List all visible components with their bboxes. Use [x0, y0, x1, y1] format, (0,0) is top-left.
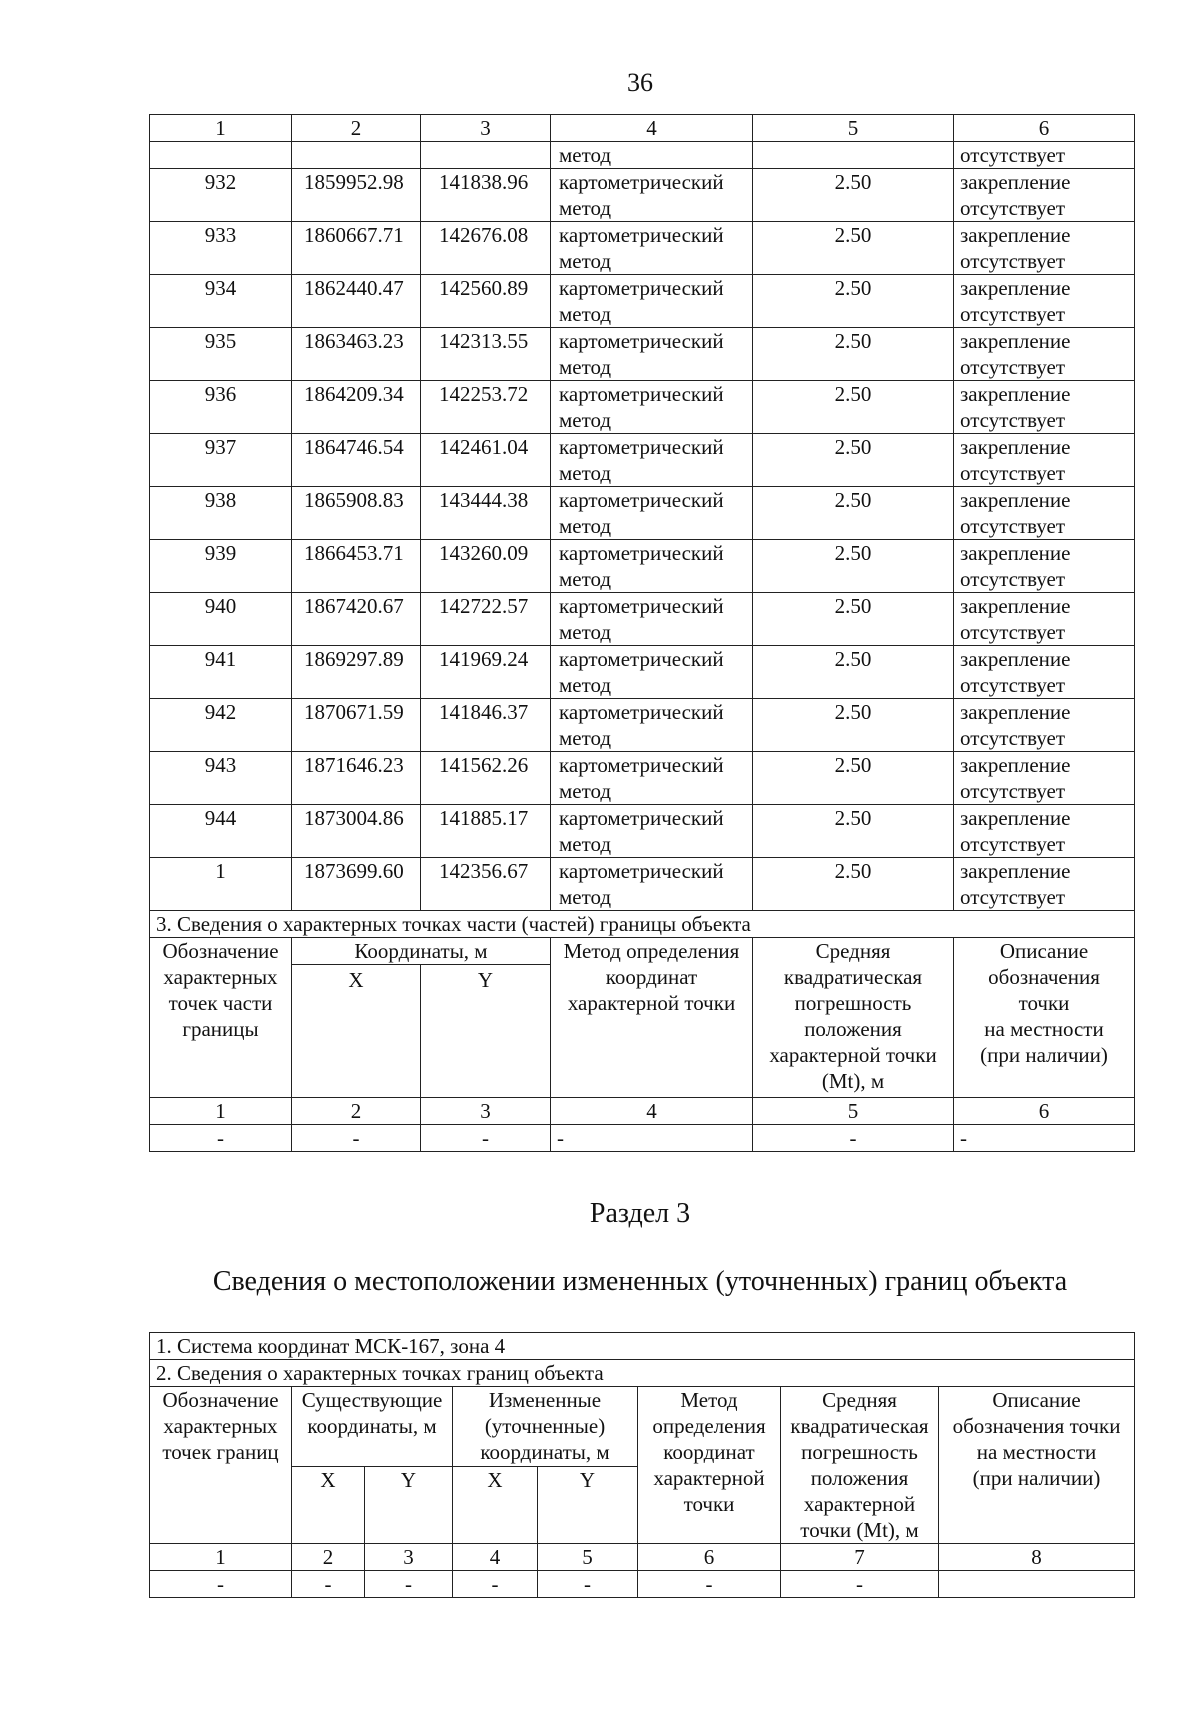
header-line: характерных — [163, 1414, 278, 1438]
x-coord-cell: 1867420.67 — [292, 593, 421, 646]
description-cell-line: закрепление — [960, 753, 1071, 777]
header-point — [150, 938, 292, 1098]
column-number: 8 — [939, 1544, 1135, 1571]
table-header-row — [150, 115, 1135, 142]
description-cell-line: отсутствует — [960, 302, 1066, 326]
method-cell-line: картометрический — [559, 488, 724, 512]
point-id-cell: 939 — [150, 540, 292, 593]
method-cell — [551, 275, 753, 328]
description-cell-line: отсутствует — [960, 885, 1066, 909]
x-coord-cell: 1870671.59 — [292, 699, 421, 752]
column-number: 3 — [421, 115, 551, 142]
point-id-cell: 934 — [150, 275, 292, 328]
error-cell: 2.50 — [753, 487, 954, 540]
method-cell — [551, 805, 753, 858]
header-line: определения — [652, 1414, 766, 1438]
dash-cell: - — [954, 1125, 1135, 1152]
column-number: 6 — [954, 1098, 1135, 1125]
table-row-continuation — [150, 142, 1135, 169]
header-line: погрешность — [794, 991, 912, 1015]
header-line: характерных — [163, 965, 278, 989]
method-cell-line: метод — [559, 355, 612, 379]
table-row — [150, 222, 1135, 275]
table-row — [150, 646, 1135, 699]
method-cell-line: метод — [559, 302, 612, 326]
header-description — [939, 1387, 1135, 1544]
header-error — [781, 1387, 939, 1544]
method-cell — [551, 593, 753, 646]
header-line: (при наличии) — [980, 1043, 1108, 1067]
header-line: положения — [810, 1466, 909, 1490]
y-coord-cell: 142722.57 — [421, 593, 551, 646]
x-coord-cell: 1873004.86 — [292, 805, 421, 858]
method-cell-line: метод — [559, 673, 612, 697]
y-coord-cell: 142313.55 — [421, 328, 551, 381]
error-cell: 2.50 — [753, 805, 954, 858]
method-cell — [551, 222, 753, 275]
description-cell — [954, 169, 1135, 222]
header-line: Обозначение — [162, 939, 279, 963]
header-line: Средняя — [822, 1388, 897, 1412]
method-cell-line: картометрический — [559, 806, 724, 830]
header-line: квадратическая — [783, 965, 923, 989]
description-cell-line: отсутствует — [960, 408, 1066, 432]
column-numbers-row — [150, 1544, 1135, 1571]
table-row — [150, 858, 1135, 911]
column-number: 5 — [538, 1544, 638, 1571]
method-cell-line: картометрический — [559, 435, 724, 459]
method-cell: метод — [551, 142, 753, 169]
point-id-cell: 1 — [150, 858, 292, 911]
header-description — [954, 938, 1135, 1098]
x-coord-cell: 1865908.83 — [292, 487, 421, 540]
description-cell — [954, 646, 1135, 699]
x-coord-cell: 1860667.71 — [292, 222, 421, 275]
header-line: координаты, м — [307, 1414, 437, 1438]
method-cell — [551, 487, 753, 540]
description-cell-line: отсутствует — [960, 514, 1066, 538]
section3-title-row — [150, 911, 1135, 938]
error-cell: 2.50 — [753, 328, 954, 381]
section3-numbers-row — [150, 1098, 1135, 1125]
table-row — [150, 752, 1135, 805]
header-line: (уточненные) — [484, 1414, 606, 1438]
method-cell — [551, 646, 753, 699]
method-cell-line: метод — [559, 885, 612, 909]
empty-data-row — [150, 1571, 1135, 1598]
description-cell — [954, 328, 1135, 381]
method-cell-line: картометрический — [559, 329, 724, 353]
header-line: (при наличии) — [972, 1466, 1101, 1490]
method-cell — [551, 752, 753, 805]
point-id-cell: 943 — [150, 752, 292, 805]
point-id-cell: 941 — [150, 646, 292, 699]
method-cell-line: картометрический — [559, 223, 724, 247]
y-coord-cell: 141846.37 — [421, 699, 551, 752]
header-line: характерной — [653, 1466, 765, 1490]
error-cell: 2.50 — [753, 169, 954, 222]
header-line: координат — [663, 1440, 755, 1464]
method-cell-line: метод — [559, 726, 612, 750]
header-line: положения — [804, 1017, 902, 1041]
method-cell-line: картометрический — [559, 859, 724, 883]
x-coord-cell: 1864209.34 — [292, 381, 421, 434]
column-number: 3 — [421, 1098, 551, 1125]
column-number: 7 — [781, 1544, 939, 1571]
column-number: 1 — [150, 115, 292, 142]
method-cell-line: метод — [559, 620, 612, 644]
error-cell: 2.50 — [753, 540, 954, 593]
header-line: квадратическая — [790, 1414, 929, 1438]
header-line: точки — [1018, 991, 1070, 1015]
dash-cell — [939, 1571, 1135, 1598]
section3-header-row — [150, 938, 1135, 965]
method-cell-line: картометрический — [559, 541, 724, 565]
dash-cell: - — [453, 1571, 538, 1598]
section-subtitle: Сведения о местоположении измененных (уточненных) границ объекта — [212, 1266, 1068, 1297]
column-number: 5 — [753, 1098, 954, 1125]
description-cell-line: отсутствует — [960, 620, 1066, 644]
point-id-cell: 942 — [150, 699, 292, 752]
description-cell-line: отсутствует — [960, 355, 1066, 379]
column-number: 4 — [551, 115, 753, 142]
header-line: точки — [683, 1492, 735, 1516]
y-coord-cell: 142461.04 — [421, 434, 551, 487]
column-number: 2 — [292, 115, 421, 142]
method-cell-line: картометрический — [559, 594, 724, 618]
header-x: X — [292, 1467, 365, 1544]
column-number: 6 — [954, 115, 1135, 142]
y-coord-cell: 141885.17 — [421, 805, 551, 858]
description-cell-line: закрепление — [960, 594, 1071, 618]
header-line: Описание — [999, 939, 1089, 963]
x-coord-cell: 1864746.54 — [292, 434, 421, 487]
header-line: Существующие — [301, 1388, 443, 1412]
header-line: обозначения точки — [952, 1414, 1121, 1438]
point-id-cell: 933 — [150, 222, 292, 275]
table-row — [150, 381, 1135, 434]
description-cell-line: закрепление — [960, 541, 1071, 565]
y-coord-cell: 141562.26 — [421, 752, 551, 805]
description-cell-line: закрепление — [960, 435, 1071, 459]
table-row — [150, 169, 1135, 222]
header-existing-coords — [292, 1387, 453, 1467]
description-cell-line: отсутствует — [960, 673, 1066, 697]
point-id-cell: 937 — [150, 434, 292, 487]
header-line: границы — [182, 1017, 259, 1041]
header-line: координат — [605, 965, 698, 989]
error-cell: 2.50 — [753, 434, 954, 487]
header-x: X — [453, 1467, 538, 1544]
x-coord-cell: 1862440.47 — [292, 275, 421, 328]
method-cell — [551, 699, 753, 752]
header-line: точки (Mt), м — [800, 1518, 919, 1542]
y-coord-cell: 142356.67 — [421, 858, 551, 911]
header-y: Y — [421, 965, 551, 1098]
section-title: Раздел 3 — [589, 1198, 691, 1229]
table-row — [150, 434, 1135, 487]
table-row — [150, 328, 1135, 381]
method-cell — [551, 381, 753, 434]
header-changed-coords — [453, 1387, 638, 1467]
description-cell-line: закрепление — [960, 700, 1071, 724]
header-line: точек границ — [162, 1440, 279, 1464]
description-cell-line: отсутствует — [960, 461, 1066, 485]
header-method — [551, 938, 753, 1098]
point-id-cell: 944 — [150, 805, 292, 858]
description-cell — [954, 487, 1135, 540]
description-cell: отсутствует — [954, 142, 1135, 169]
method-cell-line: метод — [559, 779, 612, 803]
changed-boundaries-table — [149, 1332, 1135, 1598]
table-row — [150, 805, 1135, 858]
error-cell: 2.50 — [753, 381, 954, 434]
header-line: погрешность — [801, 1440, 918, 1464]
description-cell-line: отсутствует — [960, 779, 1066, 803]
x-coord-cell: 1866453.71 — [292, 540, 421, 593]
table-row — [150, 699, 1135, 752]
description-cell — [954, 540, 1135, 593]
point-id-cell: 936 — [150, 381, 292, 434]
method-cell-line: метод — [559, 408, 612, 432]
header-line: Метод определения — [563, 939, 740, 963]
description-cell-line: закрепление — [960, 382, 1071, 406]
y-coord-cell: 143444.38 — [421, 487, 551, 540]
table-row — [150, 487, 1135, 540]
method-cell — [551, 434, 753, 487]
header-line: координаты, м — [480, 1440, 610, 1464]
header-line: Описание — [992, 1388, 1081, 1412]
description-cell — [954, 434, 1135, 487]
x-coord-cell: 1873699.60 — [292, 858, 421, 911]
dash-cell: - — [551, 1125, 753, 1152]
dash-cell: - — [150, 1571, 292, 1598]
y-coord-cell: 141969.24 — [421, 646, 551, 699]
method-cell-line: картометрический — [559, 170, 724, 194]
method-cell-line: метод — [559, 514, 612, 538]
table-row — [150, 275, 1135, 328]
description-cell — [954, 699, 1135, 752]
description-cell-line: закрепление — [960, 329, 1071, 353]
error-cell: 2.50 — [753, 646, 954, 699]
method-cell-line: метод — [559, 196, 612, 220]
dash-cell: - — [753, 1125, 954, 1152]
dash-cell: - — [292, 1125, 421, 1152]
x-coord-cell: 1859952.98 — [292, 169, 421, 222]
column-number: 6 — [638, 1544, 781, 1571]
method-cell-line: метод — [559, 567, 612, 591]
header-point — [150, 1387, 292, 1544]
method-cell-line: метод — [559, 832, 612, 856]
description-cell — [954, 275, 1135, 328]
method-cell-line: картометрический — [559, 753, 724, 777]
point-id-cell: 940 — [150, 593, 292, 646]
description-cell-line: отсутствует — [960, 832, 1066, 856]
description-cell-line: закрепление — [960, 806, 1071, 830]
header-x: X — [292, 965, 421, 1098]
point-id-cell: 932 — [150, 169, 292, 222]
y-coord-cell: 142560.89 — [421, 275, 551, 328]
description-cell — [954, 805, 1135, 858]
section3-empty-row — [150, 1125, 1135, 1152]
boundary-points-table — [149, 114, 1135, 1152]
description-cell — [954, 752, 1135, 805]
dash-cell: - — [781, 1571, 939, 1598]
y-coord-cell: 142676.08 — [421, 222, 551, 275]
x-coord-cell: 1869297.89 — [292, 646, 421, 699]
header-coords: Координаты, м — [292, 938, 551, 965]
description-cell-line: закрепление — [960, 647, 1071, 671]
description-cell-line: закрепление — [960, 488, 1071, 512]
dash-cell: - — [421, 1125, 551, 1152]
header-method — [638, 1387, 781, 1544]
dash-cell: - — [638, 1571, 781, 1598]
description-cell-line: отсутствует — [960, 726, 1066, 750]
description-cell — [954, 381, 1135, 434]
column-number: 5 — [753, 115, 954, 142]
column-number: 2 — [292, 1098, 421, 1125]
method-cell-line: картометрический — [559, 700, 724, 724]
column-number: 3 — [365, 1544, 453, 1571]
method-cell — [551, 328, 753, 381]
description-cell — [954, 858, 1135, 911]
description-cell-line: закрепление — [960, 223, 1071, 247]
section3-title: 3. Сведения о характерных точках части (частей) границы объекта — [150, 911, 1135, 938]
error-cell: 2.50 — [753, 275, 954, 328]
description-cell-line: отсутствует — [960, 196, 1066, 220]
coordinate-system-line: 1. Система координат МСК-167, зона 4 — [150, 1333, 1135, 1360]
header-y: Y — [365, 1467, 453, 1544]
header-error — [753, 938, 954, 1098]
header-line: Обозначение — [162, 1388, 279, 1412]
description-cell-line: отсутствует — [960, 567, 1066, 591]
x-coord-cell: 1863463.23 — [292, 328, 421, 381]
method-cell-line: картометрический — [559, 647, 724, 671]
header-y: Y — [538, 1467, 638, 1544]
method-cell — [551, 540, 753, 593]
header-line: на местности — [976, 1440, 1097, 1464]
column-number: 1 — [150, 1544, 292, 1571]
error-cell: 2.50 — [753, 699, 954, 752]
x-coord-cell: 1871646.23 — [292, 752, 421, 805]
header-line: на местности — [984, 1017, 1104, 1041]
error-cell: 2.50 — [753, 752, 954, 805]
y-coord-cell: 143260.09 — [421, 540, 551, 593]
header-line: характерной — [803, 1492, 916, 1516]
dash-cell: - — [150, 1125, 292, 1152]
point-id-cell: 938 — [150, 487, 292, 540]
header-line: обозначения — [988, 965, 1100, 989]
method-cell-line: метод — [559, 249, 612, 273]
method-cell-line: картометрический — [559, 276, 724, 300]
method-cell — [551, 169, 753, 222]
column-number: 4 — [551, 1098, 753, 1125]
header-line: Измененные — [488, 1388, 602, 1412]
description-cell-line: отсутствует — [960, 249, 1066, 273]
description-cell — [954, 222, 1135, 275]
error-cell: 2.50 — [753, 222, 954, 275]
header-line: Средняя — [815, 939, 891, 963]
header-line: точек части — [168, 991, 273, 1015]
error-cell: 2.50 — [753, 858, 954, 911]
description-cell-line: закрепление — [960, 859, 1071, 883]
dash-cell: - — [292, 1571, 365, 1598]
method-cell — [551, 858, 753, 911]
description-cell — [954, 593, 1135, 646]
column-number: 4 — [453, 1544, 538, 1571]
error-cell: 2.50 — [753, 593, 954, 646]
y-coord-cell: 141838.96 — [421, 169, 551, 222]
dash-cell: - — [538, 1571, 638, 1598]
header-line: характерной точки — [769, 1043, 937, 1067]
description-cell-line: закрепление — [960, 276, 1071, 300]
method-cell-line: метод — [559, 461, 612, 485]
page-number: 36 — [627, 68, 653, 97]
dash-cell: - — [365, 1571, 453, 1598]
header-line: (Mt), м — [821, 1069, 885, 1093]
points-info-line: 2. Сведения о характерных точках границ объекта — [150, 1360, 1135, 1387]
header-line: характерной точки — [567, 991, 736, 1015]
column-number: 1 — [150, 1098, 292, 1125]
description-cell-line: закрепление — [960, 170, 1071, 194]
point-id-cell: 935 — [150, 328, 292, 381]
header-line: Метод — [680, 1388, 738, 1412]
table-row — [150, 540, 1135, 593]
method-cell-line: картометрический — [559, 382, 724, 406]
table-row — [150, 593, 1135, 646]
y-coord-cell: 142253.72 — [421, 381, 551, 434]
column-number: 2 — [292, 1544, 365, 1571]
